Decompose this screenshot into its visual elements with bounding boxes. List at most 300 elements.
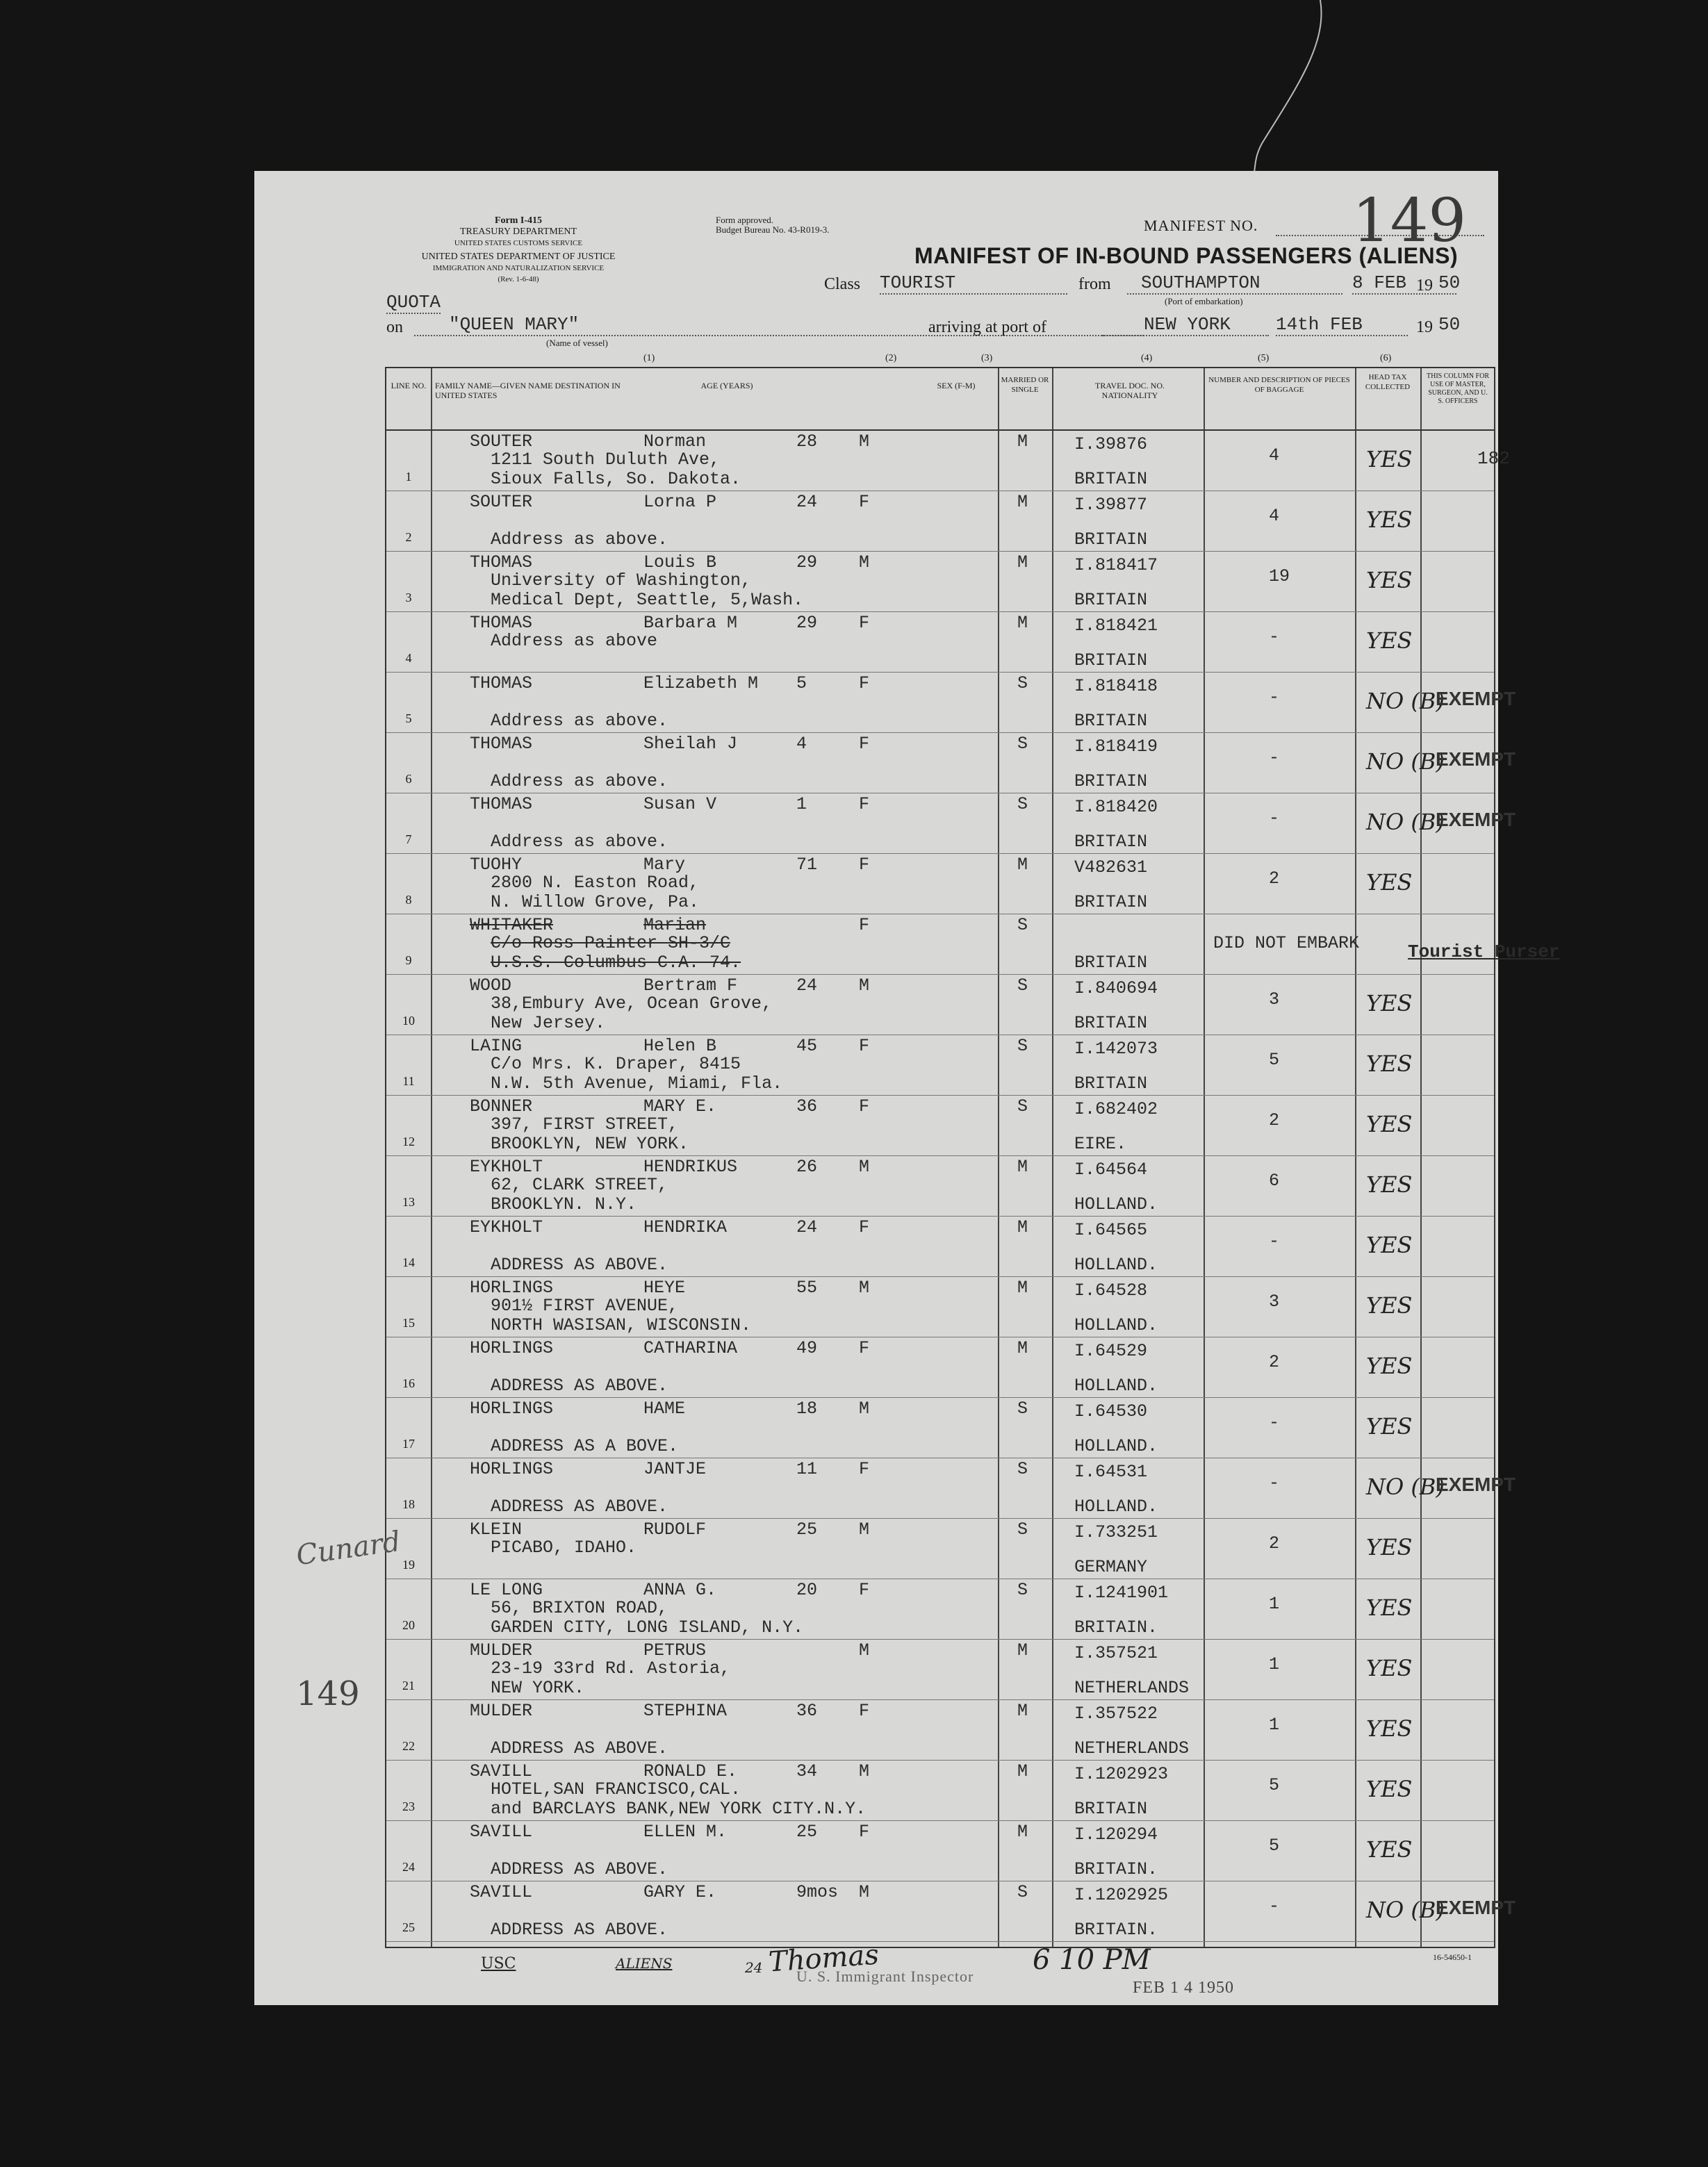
address-line: 2800 N. Easton Road, [491, 873, 700, 893]
line-number: 13 [402, 1195, 415, 1209]
given-name: MARY E. [643, 1096, 717, 1117]
head-tax: YES [1366, 627, 1413, 654]
arrival-year-prefix: 19 [1416, 318, 1433, 336]
baggage-count: - [1269, 748, 1280, 768]
exempt-stamp: EXEMPT [1436, 1474, 1516, 1495]
line-number: 25 [402, 1920, 415, 1934]
head-tax: YES [1366, 1232, 1413, 1258]
given-name: RONALD E. [643, 1761, 738, 1781]
address-line: GARDEN CITY, LONG ISLAND, N.Y. [491, 1617, 804, 1638]
baggage-count: 4 [1269, 506, 1280, 526]
table-row [386, 1640, 1494, 1700]
travel-doc: I.357521 [1074, 1643, 1158, 1663]
given-name: Bertram F [643, 975, 738, 996]
given-name: HENDRIKUS [643, 1157, 738, 1177]
given-name: Norman [643, 431, 707, 452]
marital-status: M [1017, 855, 1028, 875]
given-name: Susan V [643, 794, 717, 814]
approval-text: Form approved. [716, 215, 774, 225]
col-header-married: MARRIED OR SINGLE [1001, 376, 1049, 394]
arrival-year: 50 [1438, 314, 1461, 335]
nationality: HOLLAND. [1074, 1255, 1158, 1275]
sex: F [859, 1459, 870, 1479]
age: 24 [796, 1217, 818, 1237]
depart-date: 8 FEB [1352, 272, 1456, 295]
footer-time: 6 10 PM [1033, 1944, 1151, 1976]
baggage-count: 6 [1269, 1171, 1280, 1191]
head-tax: YES [1366, 1776, 1413, 1802]
travel-doc: I.1202925 [1074, 1885, 1169, 1905]
nationality: BRITAIN. [1074, 1859, 1158, 1879]
address-line: ADDRESS AS A BOVE. [491, 1436, 679, 1456]
travel-doc: I.1202923 [1074, 1764, 1169, 1784]
family-name: SAVILL [470, 1822, 533, 1842]
nationality: BRITAIN [1074, 892, 1148, 912]
line-number: 12 [402, 1135, 415, 1148]
marital-status: M [1017, 431, 1028, 452]
address-line: 23-19 33rd Rd. Astoria, [491, 1658, 731, 1679]
address-line: N.W. 5th Avenue, Miami, Fla. [491, 1073, 783, 1094]
address-line: Address as above [491, 631, 658, 651]
given-name: STEPHINA [643, 1701, 728, 1721]
address-line: BROOKLYN, NEW YORK. [491, 1134, 689, 1154]
sex: F [859, 1822, 870, 1842]
head-tax: YES [1366, 1292, 1413, 1319]
sex: F [859, 1036, 870, 1056]
address-line: U.S.S. Columbus C.A. 74. [491, 953, 741, 973]
exempt-stamp: EXEMPT [1436, 1897, 1516, 1918]
address-line: 62, CLARK STREET, [491, 1175, 668, 1195]
marital-status: S [1017, 1580, 1028, 1600]
justice-dept: UNITED STATES DEPARTMENT OF JUSTICE [421, 252, 616, 262]
marital-status: M [1017, 1701, 1028, 1721]
age: 25 [796, 1519, 818, 1540]
nationality: HOLLAND. [1074, 1436, 1158, 1456]
head-tax: NO (B) [1366, 748, 1445, 775]
baggage-count: - [1269, 1231, 1280, 1251]
table-row [386, 1519, 1494, 1579]
marital-status: M [1017, 552, 1028, 572]
travel-doc: I.64565 [1074, 1220, 1148, 1240]
travel-doc: I.39877 [1074, 495, 1148, 515]
margin-cunard: Cunard [294, 1525, 403, 1572]
nationality: BRITAIN [1074, 529, 1148, 550]
age: 11 [796, 1459, 818, 1479]
line-number: 9 [405, 953, 412, 967]
age: 55 [796, 1278, 818, 1298]
address-line: C/o Ross Painter SH-3/C [491, 933, 731, 953]
table-row [386, 793, 1516, 854]
family-name: SAVILL [470, 1882, 533, 1902]
family-name: HORLINGS [470, 1459, 554, 1479]
sex: F [859, 1580, 870, 1600]
baggage-count: 4 [1269, 445, 1280, 465]
exempt-stamp: EXEMPT [1436, 748, 1516, 770]
treasury-dept: TREASURY DEPARTMENT [459, 226, 577, 237]
baggage-count: 1 [1269, 1715, 1280, 1735]
travel-doc: I.818417 [1074, 555, 1158, 575]
nationality: EIRE. [1074, 1134, 1127, 1154]
travel-doc: I.120294 [1074, 1824, 1158, 1845]
sex: F [859, 1096, 870, 1117]
baggage-count: 1 [1269, 1654, 1280, 1674]
marital-status: M [1017, 1640, 1028, 1661]
address-line: Address as above. [491, 771, 668, 791]
manifest-number: 149 [1352, 186, 1467, 256]
given-name: Sheilah J [643, 734, 738, 754]
line-number: 4 [405, 651, 412, 665]
nationality: BRITAIN [1074, 1073, 1148, 1094]
address-line: C/o Mrs. K. Draper, 8415 [491, 1054, 741, 1074]
sex: F [859, 915, 870, 935]
sex: F [859, 794, 870, 814]
head-tax: YES [1366, 506, 1413, 533]
line-number: 15 [402, 1316, 415, 1330]
baggage-count: 3 [1269, 1292, 1280, 1312]
ins-service: IMMIGRATION AND NATURALIZATION SERVICE [432, 264, 605, 272]
age: 25 [796, 1822, 818, 1842]
col-num-2: (2) [885, 353, 897, 363]
age: 26 [796, 1157, 818, 1177]
family-name: MULDER [470, 1640, 533, 1661]
given-name: Helen B [643, 1036, 717, 1056]
table-row [386, 673, 1516, 733]
class-label: Class [824, 275, 861, 293]
age: 71 [796, 855, 818, 875]
travel-doc: I.733251 [1074, 1522, 1158, 1542]
sex: M [859, 1640, 870, 1661]
family-name: KLEIN [470, 1519, 523, 1540]
travel-doc: I.64531 [1074, 1462, 1148, 1482]
nationality: BRITAIN [1074, 1799, 1148, 1819]
age: 20 [796, 1580, 818, 1600]
baggage-count: 1 [1269, 1594, 1280, 1614]
family-name: HORLINGS [470, 1399, 554, 1419]
col-header-officer: THIS COLUMN FOR USE OF MASTER, SURGEON, AND U. S. OFFICERS [1426, 372, 1489, 405]
customs-service: UNITED STATES CUSTOMS SERVICE [454, 239, 583, 247]
age: 24 [796, 975, 818, 996]
travel-doc: I.64529 [1074, 1341, 1148, 1361]
address-line: 397, FIRST STREET, [491, 1114, 679, 1135]
nationality: BRITAIN. [1074, 1617, 1158, 1638]
col-num-3: (3) [981, 353, 993, 363]
baggage-count: 5 [1269, 1775, 1280, 1795]
address-line: Address as above. [491, 529, 668, 550]
age: 29 [796, 613, 818, 633]
line-number: 11 [402, 1074, 415, 1088]
sex: M [859, 975, 870, 996]
line-number: 19 [402, 1558, 415, 1572]
table-row [386, 854, 1494, 914]
family-name: WHITAKER [470, 915, 554, 935]
address-line: ADDRESS AS ABOVE. [491, 1859, 668, 1879]
age: 45 [796, 1036, 818, 1056]
marital-status: S [1017, 1036, 1028, 1056]
family-name: THOMAS [470, 734, 533, 754]
address-line: ADDRESS AS ABOVE. [491, 1497, 668, 1517]
age: 24 [796, 492, 818, 512]
baggage-count: - [1269, 687, 1280, 707]
address-line: New Jersey. [491, 1013, 606, 1033]
address-line: ADDRESS AS ABOVE. [491, 1738, 668, 1758]
baggage-count: 2 [1269, 1352, 1280, 1372]
depart-year: 50 [1438, 272, 1461, 293]
family-name: LAING [470, 1036, 523, 1056]
line-number: 5 [405, 711, 412, 725]
baggage-count: 19 [1269, 566, 1290, 586]
nationality: BRITAIN [1074, 711, 1148, 731]
address-line: N. Willow Grove, Pa. [491, 892, 700, 912]
col-header-line: LINE NO. [391, 381, 427, 390]
nationality: HOLLAND. [1074, 1497, 1158, 1517]
col-header-age: AGE (YEARS) [700, 381, 753, 390]
sex: F [859, 673, 870, 693]
nationality: BRITAIN [1074, 771, 1148, 791]
sex: M [859, 431, 870, 452]
marital-status: S [1017, 673, 1028, 693]
form-header-left [386, 215, 650, 285]
address-line: 56, BRIXTON ROAD, [491, 1598, 668, 1618]
sex: F [859, 1217, 870, 1237]
sex: M [859, 552, 870, 572]
nationality: BRITAIN [1074, 1013, 1148, 1033]
given-name: Mary [643, 855, 686, 875]
inspector-label: U. S. Immigrant Inspector [796, 1968, 974, 1985]
exempt-stamp: EXEMPT [1436, 809, 1516, 830]
travel-doc: I.64530 [1074, 1401, 1148, 1422]
table-row [386, 1761, 1494, 1821]
form-code: 16-54650-1 [1433, 1952, 1472, 1962]
col-header-sex: SEX (F-M) [937, 381, 976, 390]
head-tax: YES [1366, 567, 1413, 593]
nationality: HOLLAND. [1074, 1194, 1158, 1214]
sex: M [859, 1278, 870, 1298]
travel-doc: I.142073 [1074, 1039, 1158, 1059]
address-line: 901½ FIRST AVENUE, [491, 1296, 679, 1316]
passenger-table [385, 367, 1560, 1948]
age: 36 [796, 1701, 818, 1721]
baggage-count: 5 [1269, 1050, 1280, 1070]
line-number: 2 [405, 530, 412, 544]
table-row [386, 1035, 1494, 1096]
head-tax: YES [1366, 1534, 1413, 1560]
sex: F [859, 855, 870, 875]
head-tax: YES [1366, 1413, 1413, 1440]
string-line [1237, 0, 1376, 181]
family-name: SAVILL [470, 1761, 533, 1781]
age: 29 [796, 552, 818, 572]
head-tax: YES [1366, 1595, 1413, 1621]
table-row [386, 975, 1494, 1035]
address-line: 38,Embury Ave, Ocean Grove, [491, 994, 773, 1014]
col-header-baggage: NUMBER AND DESCRIPTION OF PIECES OF BAGGAGE [1208, 376, 1350, 394]
line-number: 10 [402, 1014, 415, 1028]
family-name: SOUTER [470, 492, 533, 512]
given-name: PETRUS [643, 1640, 707, 1661]
nationality: GERMANY [1074, 1557, 1148, 1577]
address-line: NEW YORK. [491, 1678, 585, 1698]
given-name: Barbara M [643, 613, 738, 633]
age: 34 [796, 1761, 818, 1781]
marital-status: M [1017, 1278, 1028, 1298]
address-line: PICABO, IDAHO. [491, 1538, 637, 1558]
head-tax: NO (B) [1366, 1474, 1445, 1500]
travel-doc: I.682402 [1074, 1099, 1158, 1119]
nationality: BRITAIN [1074, 590, 1148, 610]
family-name: HORLINGS [470, 1278, 554, 1298]
family-name: THOMAS [470, 673, 533, 693]
quota-label: QUOTA [386, 292, 441, 313]
marital-status: S [1017, 1096, 1028, 1117]
given-name: CATHARINA [643, 1338, 738, 1358]
marital-status: S [1017, 1519, 1028, 1540]
line-number: 1 [405, 470, 412, 484]
nationality: NETHERLANDS [1074, 1678, 1190, 1698]
given-name: ELLEN M. [643, 1822, 728, 1842]
line-number: 23 [402, 1799, 415, 1813]
baggage-count: 2 [1269, 1110, 1280, 1130]
col-num-1: (1) [643, 353, 655, 363]
age: 9mos [796, 1882, 839, 1902]
family-name: EYKHOLT [470, 1157, 543, 1177]
line-number: 7 [405, 832, 412, 846]
margin-page-number: 149 [296, 1674, 360, 1713]
address-line: University of Washington, [491, 570, 752, 591]
address-line: Sioux Falls, So. Dakota. [491, 469, 741, 489]
sex: M [859, 1157, 870, 1177]
marital-status: M [1017, 1338, 1028, 1358]
sex: M [859, 1399, 870, 1419]
sex: F [859, 1701, 870, 1721]
baggage-count: DID NOT EMBARK [1213, 933, 1360, 953]
line-number: 21 [402, 1679, 415, 1692]
marital-status: S [1017, 1459, 1028, 1479]
from-label: from [1078, 275, 1111, 293]
family-name: BONNER [470, 1096, 533, 1117]
address-line: BROOKLYN. N.Y. [491, 1194, 637, 1214]
marital-status: M [1017, 1217, 1028, 1237]
footer-usc: USC [481, 1955, 516, 1972]
table-row [386, 1398, 1494, 1458]
travel-doc: I.818419 [1074, 736, 1158, 757]
address-line: NORTH WASISAN, WISCONSIN. [491, 1315, 752, 1335]
marital-status: S [1017, 975, 1028, 996]
line-number: 18 [402, 1497, 415, 1511]
line-number: 6 [405, 772, 412, 786]
family-name: THOMAS [470, 613, 533, 633]
footer-aliens: ALIENS [616, 1955, 673, 1972]
marital-status: M [1017, 492, 1028, 512]
address-line: ADDRESS AS ABOVE. [491, 1376, 668, 1396]
sex: M [859, 1882, 870, 1902]
travel-doc: I.64528 [1074, 1280, 1148, 1301]
address-line: 1211 South Duluth Ave, [491, 450, 721, 470]
exempt-stamp: EXEMPT [1436, 688, 1516, 709]
depart-year-prefix: 19 [1416, 277, 1433, 295]
row-divider [386, 1941, 1494, 1942]
head-tax: NO (B) [1366, 1897, 1445, 1923]
baggage-count: 3 [1269, 989, 1280, 1010]
family-name: EYKHOLT [470, 1217, 543, 1237]
address-line: ADDRESS AS ABOVE. [491, 1255, 668, 1275]
manifest-no-label: MANIFEST NO. [1144, 217, 1258, 234]
family-name: MULDER [470, 1701, 533, 1721]
marital-status: S [1017, 1399, 1028, 1419]
vessel-name: "QUEEN MARY" [414, 314, 1144, 336]
marital-status: M [1017, 1157, 1028, 1177]
col-header-name: FAMILY NAME—GIVEN NAME DESTINATION IN UNITED STATES [435, 381, 621, 400]
sex: M [859, 1519, 870, 1540]
given-name: Louis B [643, 552, 717, 572]
baggage-count: - [1269, 808, 1280, 828]
travel-doc: V482631 [1074, 857, 1148, 877]
baggage-count: 5 [1269, 1836, 1280, 1856]
address-line: HOTEL,SAN FRANCISCO,CAL. [491, 1779, 741, 1799]
given-name: ANNA G. [643, 1580, 717, 1600]
table-row [386, 1096, 1494, 1156]
table-row [386, 914, 1560, 975]
table-row [386, 491, 1494, 552]
marital-status: M [1017, 1822, 1028, 1842]
col-num-5: (5) [1258, 353, 1270, 363]
embark-port-label: (Port of embarkation) [1165, 296, 1243, 306]
given-name: GARY E. [643, 1882, 717, 1902]
line-number: 14 [402, 1255, 415, 1269]
family-name: SOUTER [470, 431, 533, 452]
address-line: Address as above. [491, 711, 668, 731]
sex: M [859, 1761, 870, 1781]
nationality: HOLLAND. [1074, 1315, 1158, 1335]
family-name: TUOHY [470, 855, 523, 875]
nationality: BRITAIN [1074, 650, 1148, 670]
family-name: THOMAS [470, 794, 533, 814]
head-tax: YES [1366, 1171, 1413, 1198]
embark-port: SOUTHAMPTON [1127, 272, 1342, 295]
address-line: ADDRESS AS ABOVE. [491, 1920, 668, 1940]
on-label: on [386, 318, 403, 336]
inspector-signature: Thomas [767, 1938, 880, 1979]
marital-status: M [1017, 613, 1028, 633]
footer-count: 24 [745, 1959, 763, 1976]
date-stamp: FEB 1 4 1950 [1133, 1979, 1235, 1997]
travel-doc: I.64564 [1074, 1160, 1148, 1180]
family-name: THOMAS [470, 552, 533, 572]
nationality: HOLLAND. [1074, 1376, 1158, 1396]
line-number: 22 [402, 1739, 415, 1753]
travel-doc: I.357522 [1074, 1704, 1158, 1724]
age: 18 [796, 1399, 818, 1419]
age: 49 [796, 1338, 818, 1358]
family-name: LE LONG [470, 1580, 543, 1600]
head-tax: YES [1366, 1111, 1413, 1137]
marital-status: S [1017, 734, 1028, 754]
age: 5 [796, 673, 807, 693]
sex: F [859, 1338, 870, 1358]
address-line: Address as above. [491, 832, 668, 852]
arriving-label: arriving at port of [928, 318, 1046, 336]
baggage-count: 2 [1269, 868, 1280, 889]
table-row [386, 1579, 1494, 1640]
travel-doc: I.840694 [1074, 978, 1158, 998]
travel-doc: I.818421 [1074, 616, 1158, 636]
form-approval [716, 215, 830, 235]
travel-doc: I.39876 [1074, 434, 1148, 454]
head-tax: YES [1366, 1353, 1413, 1379]
head-tax: YES [1366, 869, 1413, 896]
given-name: Lorna P [643, 492, 717, 512]
officer-note: 182 [1477, 448, 1510, 469]
nationality: BRITAIN [1074, 469, 1148, 489]
